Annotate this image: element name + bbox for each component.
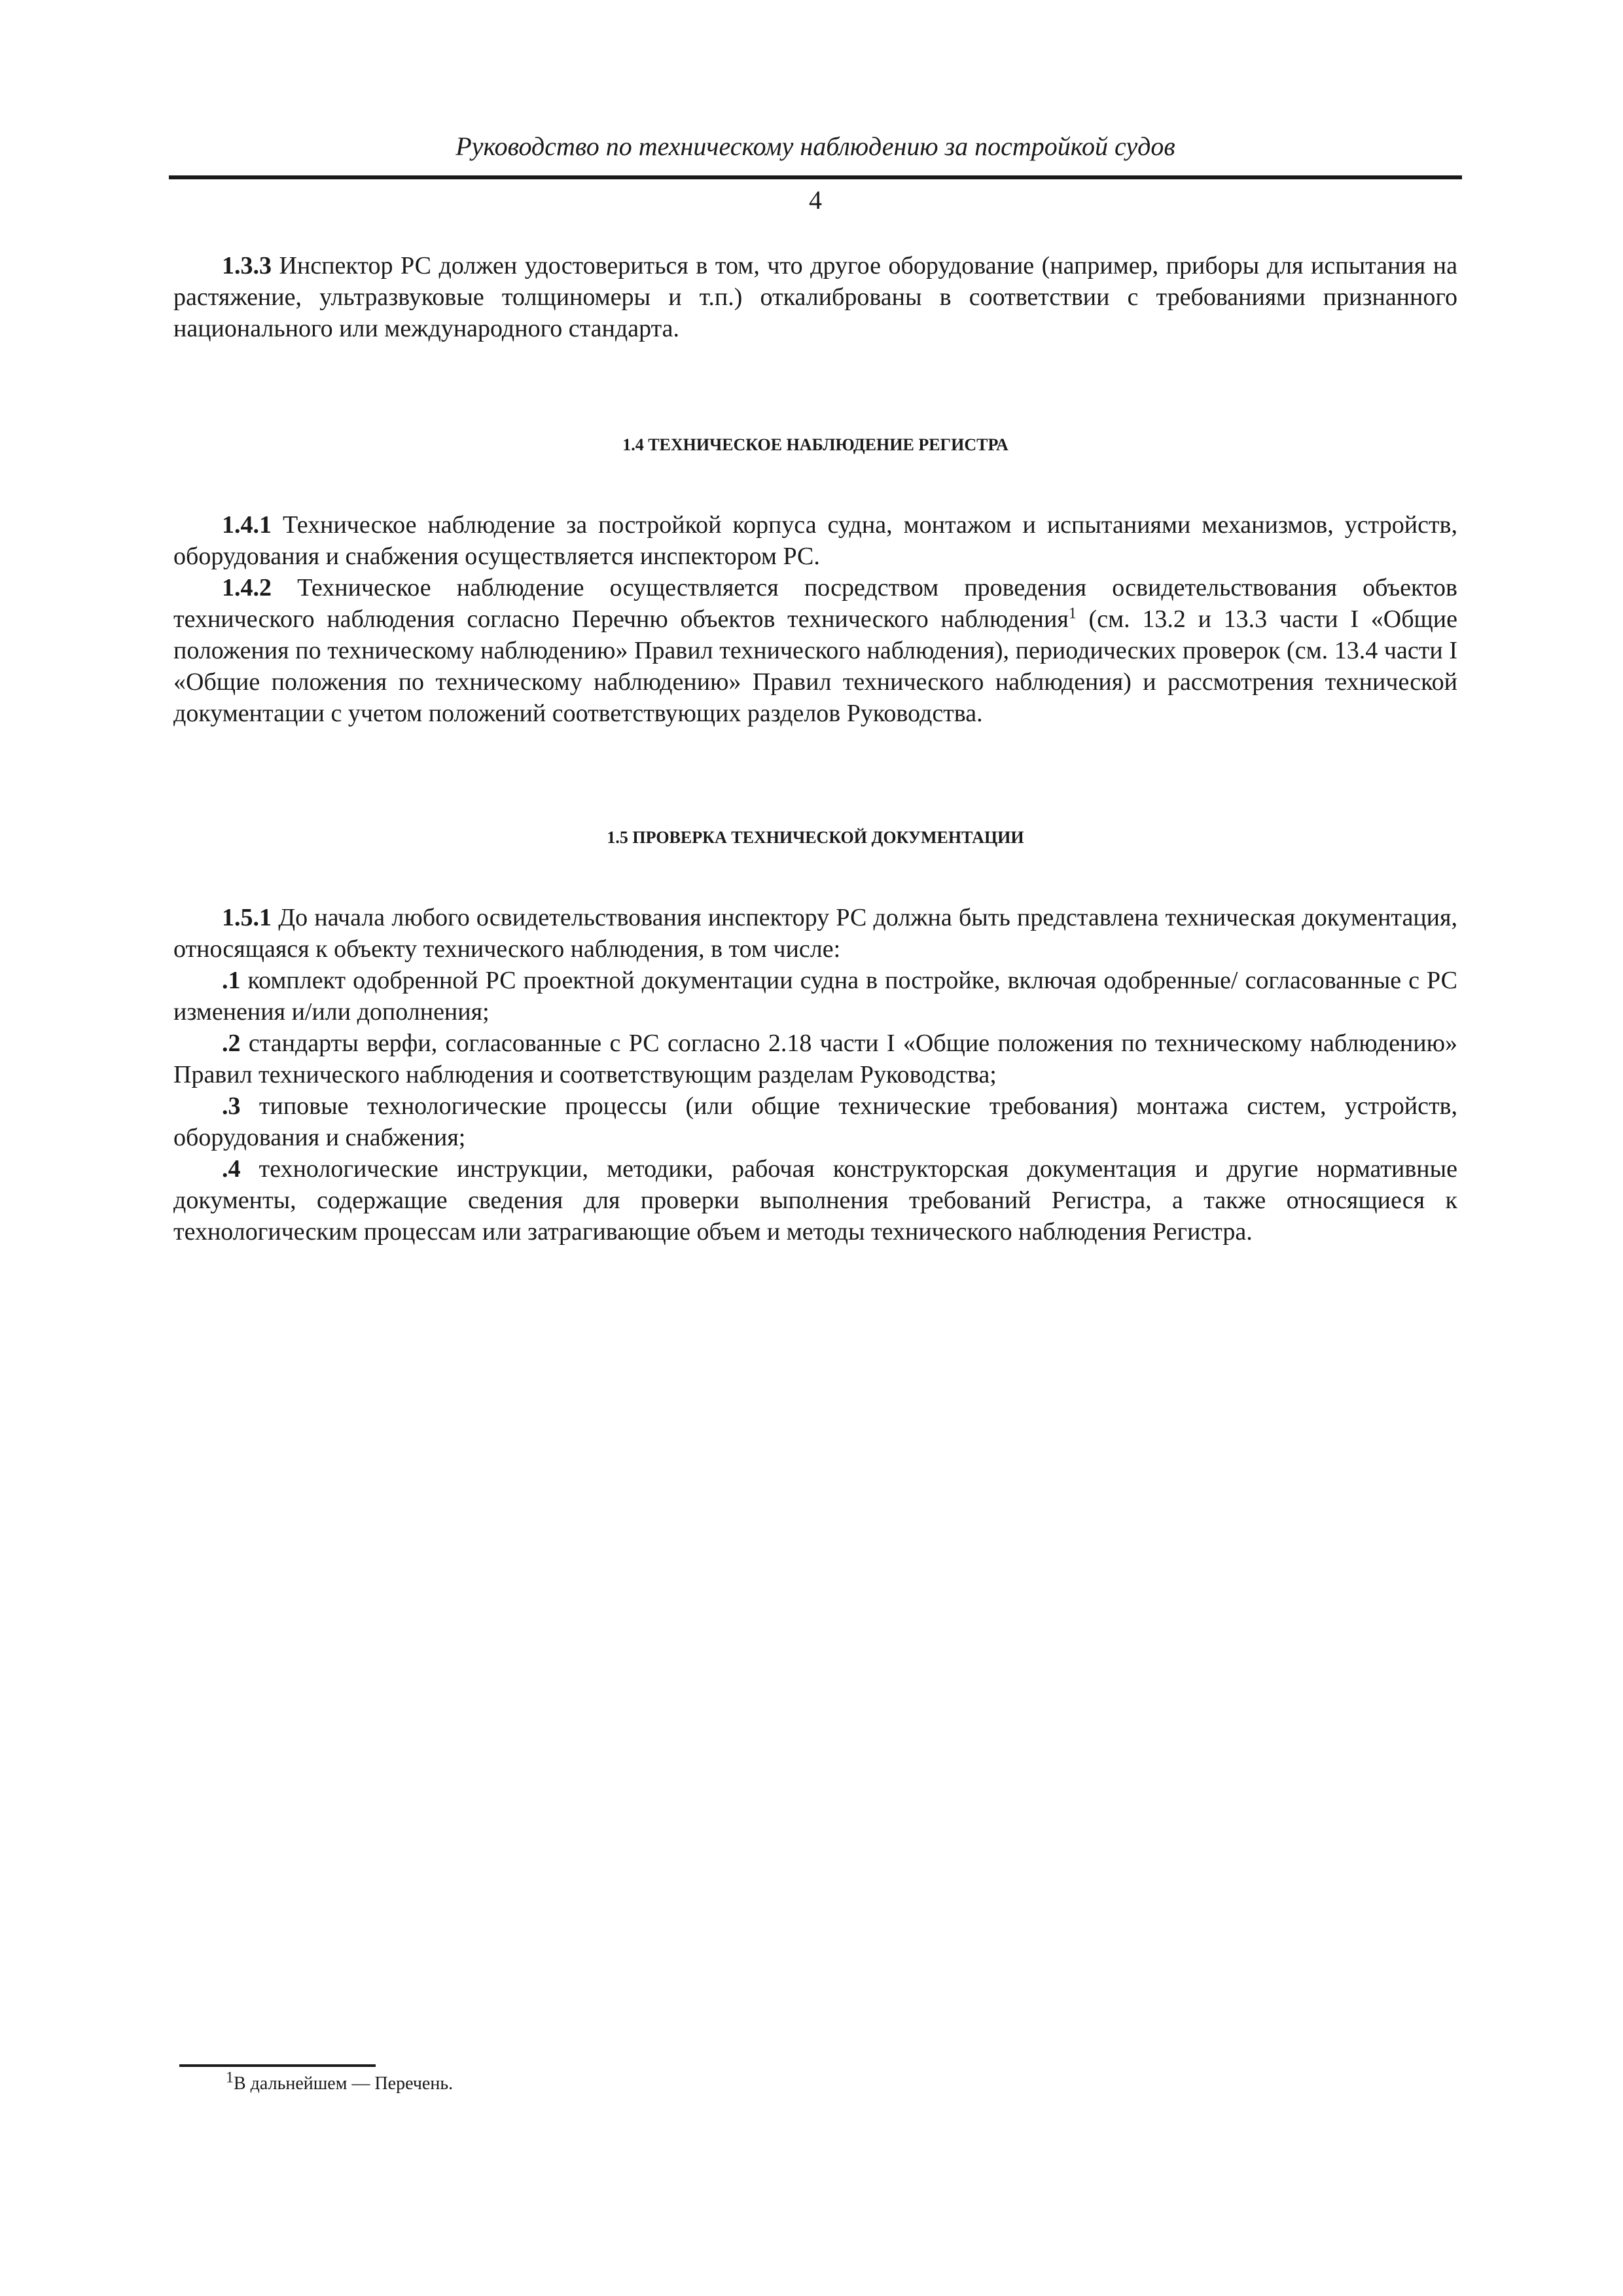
clause-text: Техническое наблюдение осуществляется посредством проведения освидетельствования объектов технического наблюдения согласно Перечню объектов технического наблюдения (173, 574, 1457, 633)
paragraph-1-4-1 (173, 509, 1457, 572)
section-heading-1-4: 1.4 ТЕХНИЧЕСКОЕ НАБЛЮДЕНИЕ РЕГИСТРА (622, 435, 1008, 454)
clause-text: Инспектор РС должен удостовериться в том, что другое оборудование (например, приборы для испытания на растяжение, ультразвуковые толщиномеры и т.п.) откалиброваны в соответствии с требованиями признанного национального или международного стандарта. (173, 252, 1457, 342)
section-heading-1-5: 1.5 ПРОВЕРКА ТЕХНИЧЕСКОЙ ДОКУМЕНТАЦИИ (607, 828, 1024, 847)
paragraph-1-4-2 (173, 572, 1457, 729)
clause-text: До начала любого освидетельствования инспектору РС должна быть представлена техническая документация, относящаяся к объекту технического наблюдения, в том числе: (173, 904, 1457, 963)
list-item-text: типовые технологические процессы (или общие технические требования) монтажа систем, устройств, оборудования и снабжения; (173, 1092, 1457, 1151)
clause-number: 1.3.3 (222, 252, 272, 279)
list-item (173, 965, 1457, 1028)
list-item (173, 1028, 1457, 1090)
clause-text: Техническое наблюдение за постройкой корпуса судна, монтажом и испытаниями механизмов, устройств, оборудования и снабжения осуществляется инспектором РС. (173, 511, 1457, 570)
running-header: Руководство по техническому наблюдению за постройкой судов (455, 132, 1175, 161)
footnote-text: В дальнейшем — Перечень. (234, 2073, 454, 2094)
page-number: 4 (809, 185, 822, 215)
footnote-rule (179, 2064, 376, 2067)
list-item (173, 1090, 1457, 1153)
clause-number: 1.4.2 (222, 574, 272, 601)
header-rule (169, 175, 1462, 179)
paragraph-1-5-1 (173, 902, 1457, 965)
footnote-reference: 1 (1068, 605, 1077, 622)
footnote-marker: 1 (226, 2069, 234, 2087)
list-item (173, 1153, 1457, 1247)
footnote (226, 2069, 454, 2096)
list-item-text: технологические инструкции, методики, рабочая конструкторская документация и другие нормативные документы, содержащие сведения для проверки выполнения требований Регистра, а также относящиеся к технологическим процессам или затрагивающие объем и методы технического наблюдения Регистра. (173, 1155, 1457, 1246)
list-item-text: комплект одобренной РС проектной документации судна в постройке, включая одобренные/ согласованные с РС изменения и/или дополнения; (173, 967, 1457, 1026)
section-1-5-body (173, 902, 1457, 1247)
clause-number: 1.5.1 (222, 904, 272, 931)
clause-text: (см. 13.2 и 13.3 части I «Общие положения по техническому наблюдению» Правил технического наблюдения), периодических проверок (см. 13.4 части I «Общие положения по техническому наблюдению» Правил технического наблюдения) и рассмотрения технической документации с учетом положений соответствующих разделов Руководства. (173, 605, 1457, 727)
list-item-text: стандарты верфи, согласованные с РС согласно 2.18 части I «Общие положения по техническому наблюдению» Правил технического наблюдения и соответствующим разделам Руководства; (173, 1030, 1457, 1088)
paragraph-1-3-3 (173, 250, 1457, 344)
clause-number: 1.4.1 (222, 511, 272, 539)
list-item-number: .1 (222, 967, 241, 994)
section-1-4-body (173, 509, 1457, 729)
list-item-number: .4 (222, 1155, 241, 1183)
list-item-number: .3 (222, 1092, 241, 1120)
list-item-number: .2 (222, 1030, 241, 1057)
